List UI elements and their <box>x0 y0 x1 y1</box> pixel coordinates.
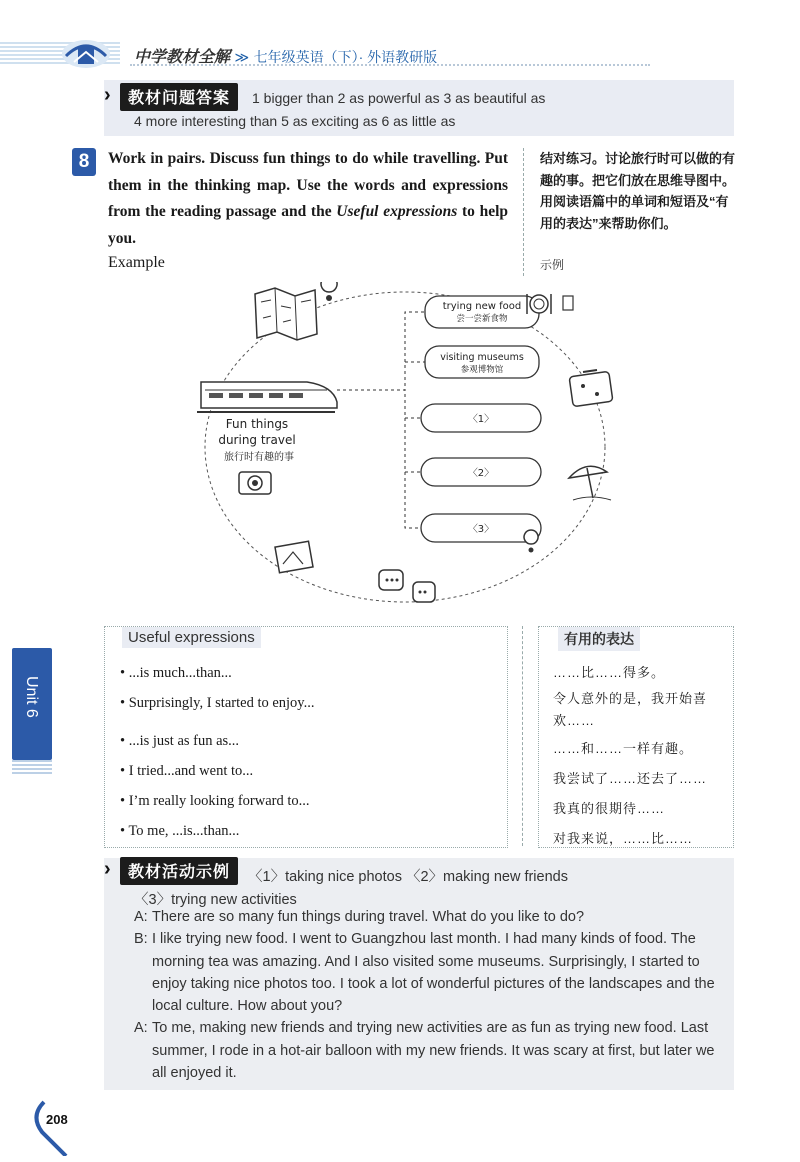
useful-expressions-cn-list <box>553 658 729 854</box>
header-divider <box>130 64 650 66</box>
exercise-instruction-cn: 结对练习。讨论旅行时可以做的有趣的事。把它们放在思维导图中。用阅读语篇中的单词和短语及“有用的表达”来帮助你们。 <box>540 151 736 231</box>
example-label-cn: 示例 <box>540 258 565 272</box>
map-pin-icon <box>524 530 538 552</box>
chevron-right-icon: › <box>104 858 111 880</box>
header-title: 中学教材全解 ≫ 七年级英语（下）· 外语教研版 <box>134 49 438 66</box>
list-item: • ...is much...than... <box>120 665 232 681</box>
column-divider <box>523 148 524 276</box>
map-box-3-label: 〈1〉 <box>467 414 495 425</box>
location-pin-icon <box>321 282 337 301</box>
tableware-icon <box>527 294 573 314</box>
train-icon <box>197 382 337 412</box>
connector-lines <box>337 312 429 528</box>
list-item: ……比……得多。 <box>553 665 666 680</box>
dialog <box>134 906 724 1084</box>
map-box-1-en: trying new food <box>442 301 522 312</box>
map-box-4-label: 〈2〉 <box>467 468 495 479</box>
center-label-line2: during travel <box>218 433 296 447</box>
useful-expressions-title: Useful expressions <box>122 627 261 648</box>
dialog-text: I like trying new food. I went to Guangzhou last month. I had many kinds of food. The morning tea was amazing. And I also visited some museums. Surprisingly, I started to enjoy taking nice photos too. I took a lot of wonderful pictures of the landscapes and the local culture. How about you? <box>152 931 715 1015</box>
column-divider <box>522 626 523 846</box>
dialog-speaker: A: <box>134 1020 148 1037</box>
answers-label: 教材问题答案 <box>120 83 238 111</box>
activity-answers-line-1: 〈1〉taking nice photos 〈2〉making new friends <box>248 869 568 885</box>
list-item: ……和……一样有趣。 <box>553 741 694 756</box>
folded-map-icon <box>255 288 317 340</box>
list-item: 对我来说，……比…… <box>553 831 694 846</box>
beach-umbrella-icon <box>569 466 611 500</box>
thinking-map <box>195 282 615 612</box>
map-box-5-label: 〈3〉 <box>467 524 495 535</box>
unit-tab-label: Unit 6 <box>23 676 40 718</box>
exercise-instruction: Work in pairs. Discuss fun things to do while travelling. Put them in the thinking map. Use the words and expressions from the reading passage and the Useful expressions to help you. <box>108 150 509 247</box>
map-loop <box>205 292 605 602</box>
dialog-turn <box>134 1017 724 1084</box>
map-box-2-en: visiting museums <box>440 352 524 363</box>
suitcase-icon <box>569 370 613 407</box>
useful-expressions-cn-title: 有用的表达 <box>558 627 640 651</box>
list-item: 令人意外的是，我开始喜欢…… <box>553 691 708 728</box>
list-item: • To me, ...is...than... <box>120 823 240 839</box>
exercise-number: 8 <box>72 148 96 176</box>
center-label-line1: Fun things <box>225 417 289 431</box>
useful-expressions-list <box>120 658 500 846</box>
list-item: 我真的很期待…… <box>553 801 666 816</box>
chevron-right-icon: › <box>104 84 111 106</box>
dialog-speaker: A: <box>134 909 148 925</box>
center-label-cn: 旅行时有趣的事 <box>224 452 294 463</box>
dialog-text: There are so many fun things during travel. What do you like to do? <box>152 909 585 925</box>
dialog-text: To me, making new friends and trying new activities are as fun as trying new food. Last summer, I rode in a hot-air balloon with my new friends. It was scary at first, but later we all enjoyed it. <box>152 1020 715 1082</box>
activity-label: 教材活动示例 <box>120 857 238 885</box>
list-item: • I tried...and went to... <box>120 763 254 779</box>
example-label: Example <box>108 254 165 271</box>
map-box-1-cn: 尝一尝新食物 <box>456 314 508 324</box>
unit-tab-decoration <box>12 760 52 774</box>
list-item: 我尝试了……还去了…… <box>553 771 708 786</box>
page-number: 208 <box>46 1112 68 1127</box>
dialog-speaker: B: <box>134 931 148 948</box>
dialog-turn <box>134 928 724 1017</box>
map-box-2-cn: 参观博物馆 <box>460 365 504 375</box>
list-item: • ...is just as fun as... <box>120 733 240 749</box>
dialog-turn <box>134 906 724 928</box>
list-item: • I’m really looking forward to... <box>120 793 310 809</box>
book-logo-icon <box>58 32 114 72</box>
answers-line-2: 4 more interesting than 5 as exciting as 6 as little as <box>134 113 456 129</box>
chat-bubbles-icon <box>379 570 435 602</box>
list-item: • Surprisingly, I started to enjoy... <box>120 695 315 711</box>
activity-answers-line-2: 〈3〉trying new activities <box>134 892 297 908</box>
photos-icon <box>275 541 313 573</box>
answers-line-1: 1 bigger than 2 as powerful as 3 as beautiful as <box>252 90 546 106</box>
camera-icon <box>239 472 271 494</box>
